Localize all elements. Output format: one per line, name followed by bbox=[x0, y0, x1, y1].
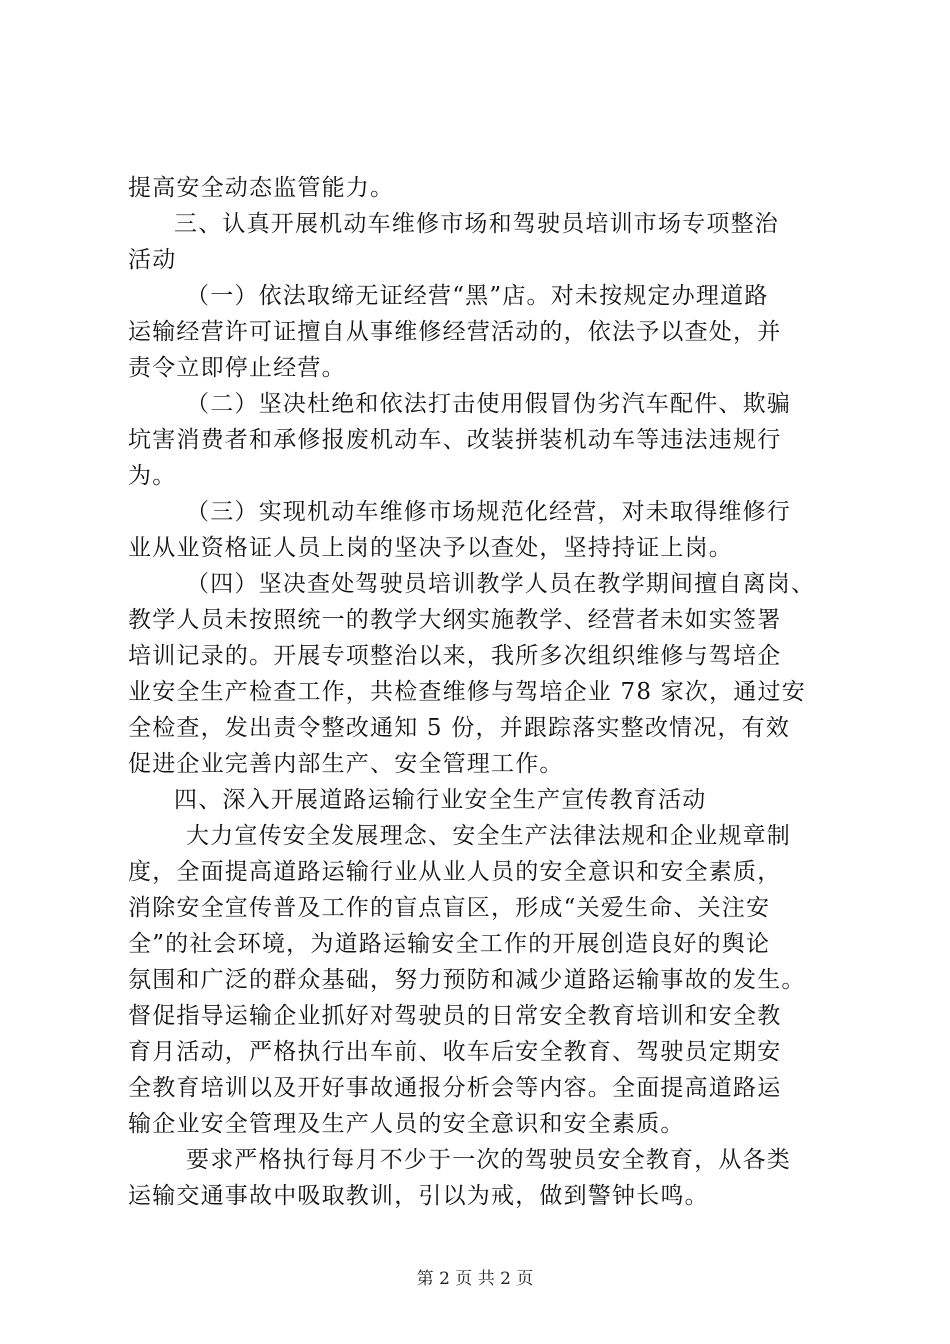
text-line: 育月活动，严格执行出车前、收车后安全教育、驾驶员定期安 bbox=[128, 1039, 782, 1065]
text-line: 为。 bbox=[128, 463, 177, 489]
text-line: （一）依法取缔无证经营“黑”店。对未按规定办理道路 bbox=[186, 283, 769, 309]
text-line: 要求严格执行每月不少于一次的驾驶员安全教育，从各类 bbox=[186, 1147, 791, 1173]
text-line: （四）坚决查处驾驶员培训教学人员在教学期间擅自离岗、 bbox=[186, 571, 816, 597]
text-line: 全教育培训以及开好事故通报分析会等内容。全面提高道路运 bbox=[128, 1075, 782, 1101]
text-line: 责令立即停止经营。 bbox=[128, 355, 346, 381]
text-line: 教学人员未按照统一的教学大纲实施教学、经营者未如实签署 bbox=[128, 607, 782, 633]
text-line: 业安全生产检查工作，共检查维修与驾培企业 78 家次，通过安 bbox=[128, 679, 806, 705]
text-line: 提高安全动态监管能力。 bbox=[128, 175, 395, 201]
text-line: 消除安全宣传普及工作的盲点盲区，形成“关爱生命、关注安 bbox=[128, 895, 771, 921]
text-line: 全”的社会环境，为道路运输安全工作的开展创造良好的舆论 bbox=[128, 931, 771, 957]
text-line: 输企业安全管理及生产人员的安全意识和安全素质。 bbox=[128, 1111, 685, 1137]
text-line: 活动 bbox=[128, 247, 177, 273]
text-line: 全检查，发出责令整改通知 5 份，并跟踪落实整改情况，有效 bbox=[128, 715, 791, 741]
text-line: 促进企业完善内部生产、安全管理工作。 bbox=[128, 751, 564, 777]
text-line: 业从业资格证人员上岗的坚决予以查处，坚持持证上岗。 bbox=[128, 535, 733, 561]
text-line: 度，全面提高道路运输行业从业人员的安全意识和安全素质， bbox=[128, 859, 782, 885]
page-number-footer: 第 2 页 共 2 页 bbox=[416, 1269, 534, 1289]
text-line: 培训记录的。开展专项整治以来，我所多次组织维修与驾培企 bbox=[128, 643, 782, 669]
document-body bbox=[128, 170, 848, 1214]
text-line: 运输经营许可证擅自从事维修经营活动的，依法予以查处，并 bbox=[128, 319, 782, 345]
section-heading: 三、认真开展机动车维修市场和驾驶员培训市场专项整治 bbox=[174, 211, 779, 237]
text-line: 大力宣传安全发展理念、安全生产法律法规和企业规章制 bbox=[186, 823, 791, 849]
text-line: 运输交通事故中吸取教训，引以为戒，做到警钟长鸣。 bbox=[128, 1183, 709, 1209]
section-heading: 四、深入开展道路运输行业安全生产宣传教育活动 bbox=[174, 787, 707, 813]
text-line: 氛围和广泛的群众基础，努力预防和减少道路运输事故的发生。 bbox=[128, 967, 806, 993]
text-line: （三）实现机动车维修市场规范化经营，对未取得维修行 bbox=[186, 499, 791, 525]
text-line: （二）坚决杜绝和依法打击使用假冒伪劣汽车配件、欺骗 bbox=[186, 391, 791, 417]
text-line: 督促指导运输企业抓好对驾驶员的日常安全教育培训和安全教 bbox=[128, 1003, 782, 1029]
text-line: 坑害消费者和承修报废机动车、改装拼装机动车等违法违规行 bbox=[128, 427, 782, 453]
